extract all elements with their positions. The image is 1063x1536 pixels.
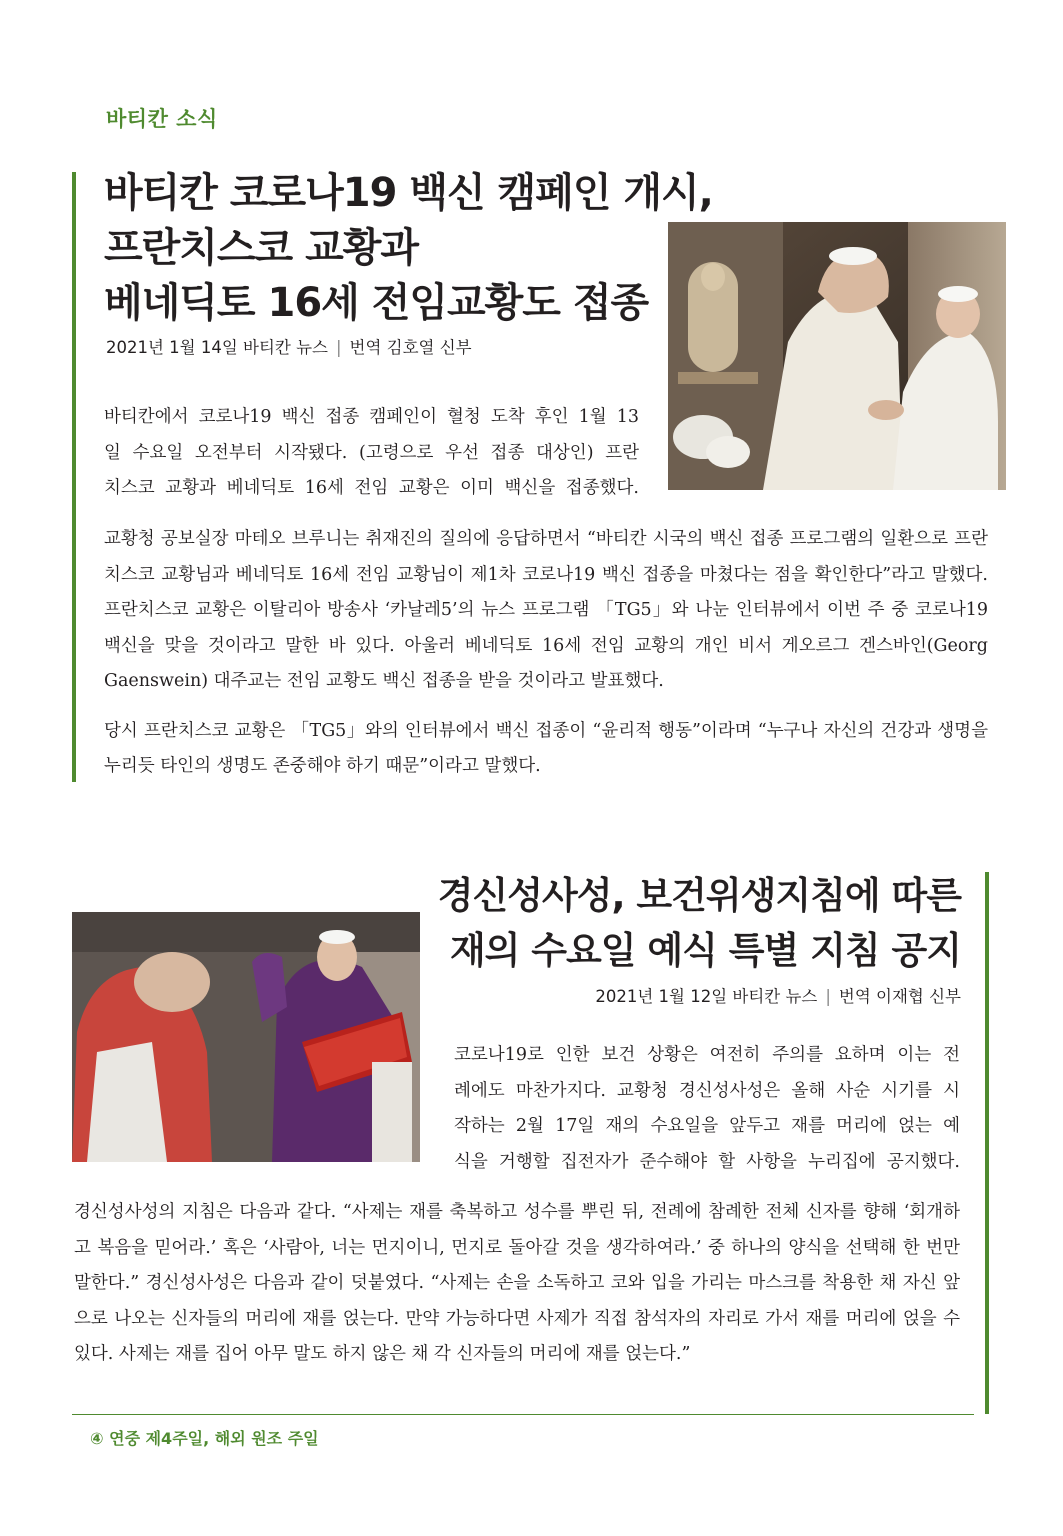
article2-intro-line: 작하는 2월 17일 재의 수요일을 앞두고 재를 머리에 얹는 예: [454, 1116, 960, 1136]
article2-intro: [454, 1038, 960, 1180]
article1-byline: [106, 334, 472, 358]
article1-photo: [668, 222, 1006, 490]
article2-translator: 번역 이재협 신부: [838, 987, 961, 1006]
article1-intro: [104, 400, 639, 507]
article2-body: [74, 1195, 960, 1373]
article2-intro-line: 례에도 마찬가지다. 교황청 경신성사성은 올해 사순 시기를 시: [454, 1080, 960, 1101]
section-label: 바티칸 소식: [106, 107, 218, 131]
article1-headline-line: 베네딕토 16세 전임교황도 접종: [104, 280, 649, 326]
article2-headline-line: 재의 수요일 예식 특별 지침 공지: [449, 929, 961, 972]
article1-headline: [104, 166, 713, 331]
article2-intro-line: 코로나19로 인한 보건 상황은 여전히 주의를 요하며 이는 전: [454, 1045, 960, 1065]
page-footer: ④ 연중 제4주일, 해외 원조 주일: [90, 1429, 319, 1448]
article1-body: [104, 522, 988, 785]
article1-paragraph: 당시 프란치스코 교황은 「TG5」와의 인터뷰에서 백신 접종이 “윤리적 행동”이라며 “누구나 자신의 건강과 생명을 누리듯 타인의 생명도 존중해야 하기 때문”이라고 말했다.: [104, 720, 988, 776]
article1-intro-line: 일 수요일 오전부터 시작됐다. (고령으로 우선 접종 대상인) 프란: [104, 442, 639, 463]
article1-accent-bar: [72, 172, 76, 782]
article2-paragraph: 경신성사성의 지침은 다음과 같다. “사제는 재를 축복하고 성수를 뿌린 뒤, 전례에 참례한 전체 신자를 향해 ‘회개하고 복음을 믿어라.’ 혹은 ‘사람아, 너는 먼지이니, 먼지로 돌아갈 것을 생각하여라.’ 중 하나의 양식을 선택해 한 번만 말한다.” 경신성사성은 다음과 같이 덧붙였다. “사제는 손을 소독하고 코와 입을 가리는 마스크를 착용한 채 자신 앞으로 나오는 신자들의 머리에 재를 얹는다. 만약 가능하다면 사제가 직접 참석자의 자리로 가서 재를 머리에 얹을 수 있다. 사제는 재를 집어 아무 말도 하지 않은 채 각 신자들의 머리에 재를 얹는다.”: [74, 1202, 960, 1364]
article1-intro-line: 바티칸에서 코로나19 백신 접종 캠페인이 혈청 도착 후인 1월 13: [104, 407, 639, 427]
article1-translator: 번역 김호열 신부: [349, 338, 472, 357]
article1-source: 2021년 1월 14일 바티칸 뉴스: [106, 338, 328, 357]
byline-separator: |: [825, 987, 831, 1006]
article2-source: 2021년 1월 12일 바티칸 뉴스: [595, 987, 818, 1006]
article2-headline: [438, 868, 961, 978]
footer-rule: [72, 1414, 974, 1415]
article1-headline-line: 프란치스코 교황과: [104, 225, 419, 271]
article2-headline-line: 경신성사성, 보건위생지침에 따른: [437, 874, 961, 917]
article1-intro-line: 치스코 교황과 베네딕토 16세 전임 교황은 이미 백신을 접종했다.: [104, 478, 639, 498]
byline-separator: |: [335, 338, 342, 357]
article2-byline: [595, 983, 961, 1007]
article1-headline-line: 바티칸 코로나19 백신 캠페인 개시,: [104, 170, 713, 216]
article2-intro-line: 식을 거행할 집전자가 준수해야 할 사항을 누리집에 공지했다.: [454, 1151, 960, 1172]
article2-accent-bar: [985, 872, 989, 1414]
article2-photo: [72, 912, 420, 1162]
article1-paragraph: 교황청 공보실장 마테오 브루니는 취재진의 질의에 응답하면서 “바티칸 시국의 백신 접종 프로그램의 일환으로 프란치스코 교황님과 베네딕토 16세 전임 교황님이 제1차 코로나19 백신 접종을 마쳤다는 점을 확인한다”라고 말했다. 프란치스코 교황은 이탈리아 방송사 ‘카날레5’의 뉴스 프로그램 「TG5」와 나눈 인터뷰에서 이번 주 중 코로나19 백신을 맞을 것이라고 말한 바 있다. 아울러 베네딕토 16세 전임 교황의 개인 비서 게오르그 겐스바인(Georg Gaenswein) 대주교는 전임 교황도 백신 접종을 받을 것이라고 발표했다.: [104, 529, 988, 691]
